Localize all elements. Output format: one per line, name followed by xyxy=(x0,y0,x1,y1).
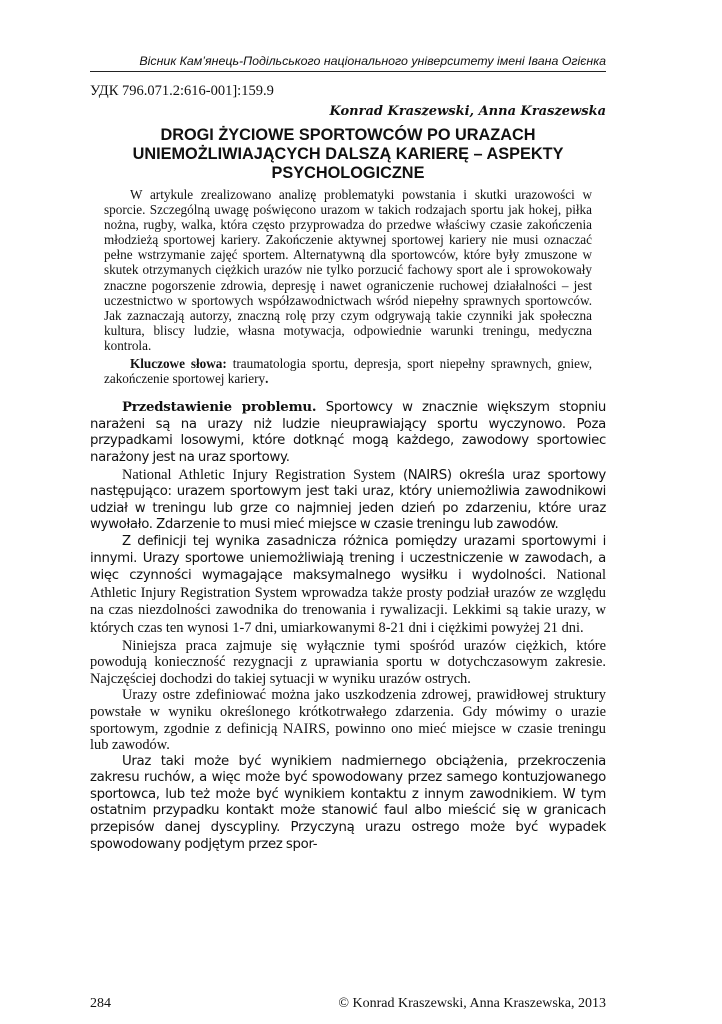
title-line-1: DROGI ŻYCIOWE SPORTOWCÓW PO URAZACH xyxy=(160,126,536,144)
paragraph-text: Sportowcy w znacznie większym stopniu narażeni są na urazy niż ludzie nieuprawiający sportu wyczynowo. Poza przypadkami losowymi, które dotknąć mogą każdego, zawodowy sportowiec narażony jest na uraz sportowy. xyxy=(90,400,606,465)
udc-code: УДК 796.071.2:616-001]:159.9 xyxy=(90,83,274,99)
keywords-label: Kluczowe słowa: xyxy=(130,356,227,372)
body-paragraph xyxy=(90,534,606,638)
title-line-3: PSYCHOLOGICZNE xyxy=(271,164,425,182)
keywords-list: traumatologia sportu, depresja, sport niepełny sprawnych, gniew, zakończenie sportowej kariery xyxy=(104,356,592,387)
keywords-end: . xyxy=(265,371,269,387)
copyright: © Konrad Kraszewski, Anna Kraszewska, 2013 xyxy=(338,996,606,1011)
body-paragraph xyxy=(90,400,606,466)
paragraph-text: (NAIRS) określa uraz sportowy następująco: urazem sportowym jest taki uraz, który uniemożliwia zawodnikowi udział w treningu lub grze co najmniej jeden dzień po zdarzeniu, które uraz wywołało. Zdarzenie to musi mieć miejsce w czasie treningu lub zawodów. xyxy=(90,467,606,533)
article-body xyxy=(90,400,606,853)
article-page xyxy=(90,54,606,853)
abstract xyxy=(104,187,592,386)
paragraph-text-serif: National Athletic Injury Registration System wprowadza także prosty podział urazów ze względu na czas niezdolności zawodnika do trenowania i rywalizacji. Lekkimi są takie urazy, w których czas ten wynosi 1-7 dni, umiarkowanymi 8-21 dni i ciężkimi powyżej 21 dni. xyxy=(90,567,606,636)
abstract-text: W artykule zrealizowano analizę problematyki powstania i skutki urazowości w sporcie. Szczególną uwagę poświęcono urazom w takich rodzajach sportu jak hokej, piłka nożna, rugby, walka, która często przyprowadza do przedwe właściwy czasie zakończenia młodzieżą sportowej kariery. Zakończenie aktywnej sportowej kariery nie musi oznaczać pełne wstrzymanie zajęć sportem. Alternatywną dla sportowców, które były zmuszone w skutek otrzymanych ciężkich urazów nie tylko porzucić fachowy sport ale i sprowokowały znaczne pogorszenie zdrowia, depresję i nawet ograniczenie ruchowej działalności – jest uczestnictwo w sportowych współzawodnictwach wśród niepełny sprawnych sportowców. Jak zaznaczają autorzy, znaczną rolę przy czym odgrywają takie czynniki jak społeczna kultura, bliscy ludzie, własna motywacja, odpowiednie warunki treningu, medyczna kontrola. xyxy=(104,187,592,353)
running-head: Вісник Кам’янець-Подільського національного університету імені Івана Огієнка xyxy=(90,54,606,72)
page-footer xyxy=(90,996,606,1012)
title-line-2: UNIEMOŻLIWIAJĄCYCH DALSZĄ KARIERĘ – ASPEKTY xyxy=(132,145,564,163)
body-paragraph: Urazy ostre zdefiniować można jako uszkodzenia zdrowej, prawidłowej struktury powstałe w wyniku określonego krótkotrwałego zdarzenia. Gdy mówimy o urazie sportowym, zgodnie z definicją NAIRS, powinno ono mieć miejsce w czasie treningu lub zawodów. xyxy=(90,687,606,754)
body-paragraph: Uraz taki może być wynikiem nadmiernego obciążenia, przekroczenia zakresu ruchów, a więc może być spowodowany przez samego kontuzjowanego sportowca, lub też może być wynikiem kontaktu z innym zawodnikiem. W tym ostatnim przypadku kontakt może stanowić faul albo mieścić się w granicach przepisów danej dyscypliny. Przyczyną urazu ostrego może być wypadek spowodowany podjętym przez spor- xyxy=(90,753,606,852)
lead-label: Przedstawienie problemu. xyxy=(122,400,317,416)
article-title xyxy=(90,126,606,183)
keywords xyxy=(104,356,592,386)
body-paragraph: Niniejsza praca zajmuje się wyłącznie tymi spośród urazów ciężkich, które powodują konieczność rezygnacji z uprawiania sportu w dotychczasowym zakresie. Najczęściej dochodzi do takiej sytuacji w wyniku urazów ostrych. xyxy=(90,637,606,687)
body-paragraph xyxy=(90,467,606,534)
page-number: 284 xyxy=(90,996,111,1011)
nairs-name: National Athletic Injury Registration System xyxy=(122,466,396,483)
paragraph-text: Z definicji tej wynika zasadnicza różnica pomiędzy urazami sportowymi i innymi. Urazy sportowe uniemożliwiają trening i uczestniczenie w zawodach, a więc czynności wymagające maksymalnego wysiłku i wydolności. xyxy=(90,533,606,584)
authors: Konrad Kraszewski, Anna Kraszewska xyxy=(329,104,606,119)
